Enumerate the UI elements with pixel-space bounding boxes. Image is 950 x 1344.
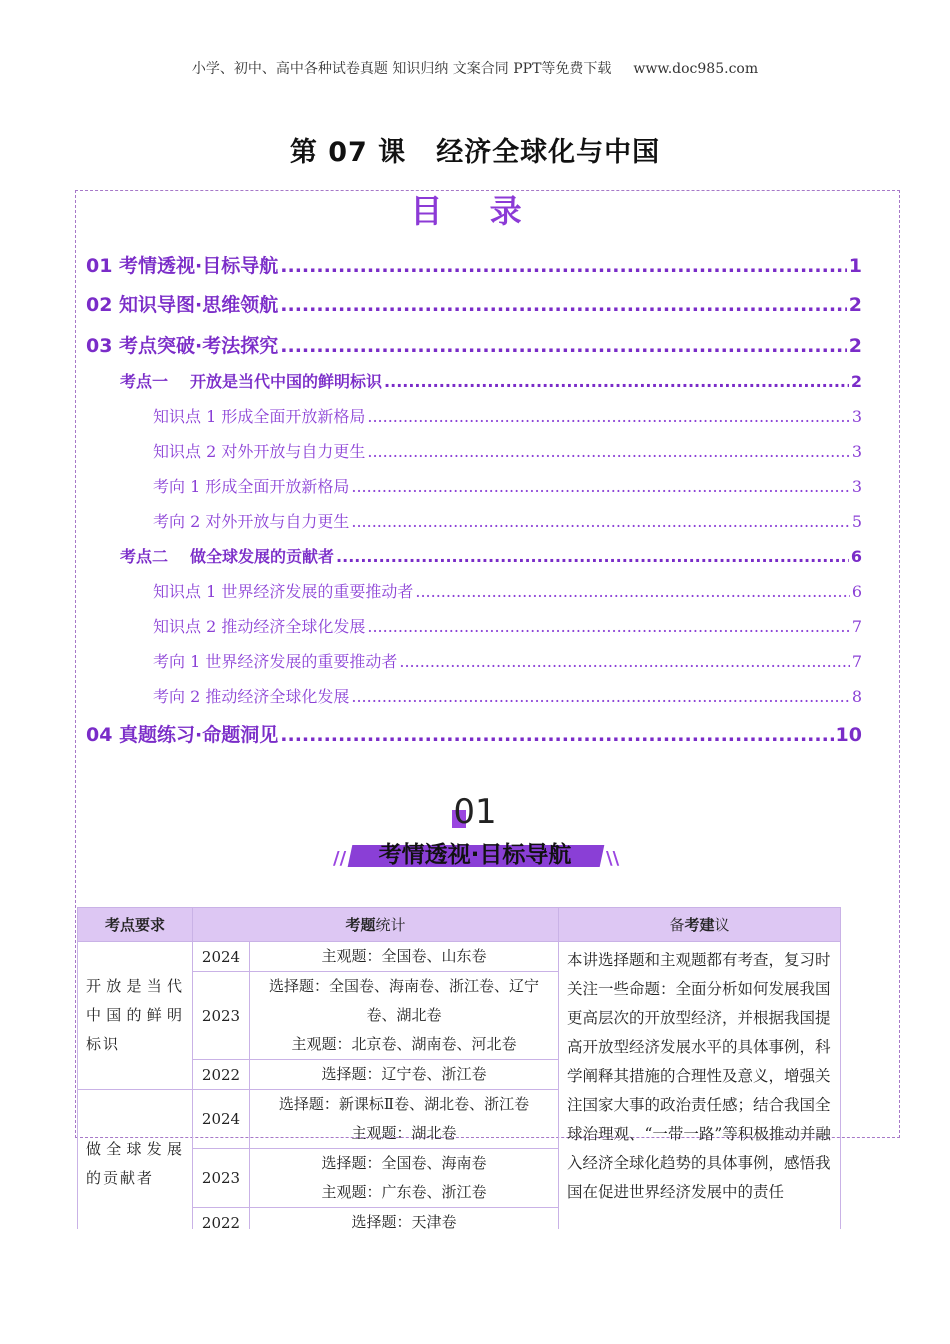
left-slash-decoration: // [333, 848, 347, 869]
topic-cell: 做全球发展的贡献者 [78, 1090, 193, 1230]
year-cell: 2022 [193, 1060, 250, 1090]
stat-cell [250, 1149, 559, 1208]
page-header [0, 58, 950, 78]
toc-leader-dots [367, 407, 849, 426]
stat-line: 选择题：新课标Ⅱ卷、湖北卷、浙江卷 [278, 1095, 530, 1113]
toc-item[interactable] [0, 579, 950, 602]
header-advice [559, 908, 841, 942]
toc-item-label: 04 真题练习·命题洞见 [86, 724, 279, 746]
toc-leader-dots [351, 477, 849, 496]
toc-item-label-prefix: 考点一 [120, 372, 169, 391]
header-requirements-text: 考点要求 [104, 916, 165, 934]
toc-item-label: 02 知识导图·思维领航 [86, 294, 279, 316]
toc-leader-dots [351, 512, 849, 531]
year-cell: 2023 [193, 1149, 250, 1208]
lesson-number: 第 07 课 [289, 137, 407, 168]
toc-leader-dots [415, 582, 849, 601]
toc-page-number: 6 [850, 547, 862, 566]
stat-cell [250, 1090, 559, 1149]
toc-item[interactable] [0, 509, 950, 532]
year-cell: 2024 [193, 942, 250, 972]
toc-heading: 目 录 [410, 192, 540, 230]
header-url[interactable]: www.doc985.com [633, 61, 759, 77]
header-tagline: 小学、初中、高中各种试卷真题 知识归纳 文案合同 PPT等免费下载 [191, 61, 612, 77]
toc-item[interactable] [0, 544, 950, 567]
toc-leader-dots [367, 617, 849, 636]
header-advice-part: 议 [714, 916, 730, 934]
toc-item[interactable] [0, 251, 950, 278]
toc-page-number: 2 [850, 372, 862, 391]
toc-item[interactable] [0, 614, 950, 637]
stat-line: 主观题：湖北卷 [351, 1124, 457, 1142]
table-row [78, 942, 841, 972]
toc-item-label [120, 369, 382, 392]
table-header-row [78, 908, 841, 942]
year-cell: 2022 [193, 1208, 250, 1230]
toc-page-number: 3 [851, 477, 862, 496]
toc-item-label-text: 开放是当代中国的鲜明标识 [190, 372, 383, 391]
toc-item-label [120, 544, 334, 567]
toc-leader-dots [280, 335, 846, 357]
toc-item[interactable] [0, 474, 950, 497]
lesson-title: 经济全球化与中国 [436, 137, 661, 168]
header-advice-part: 建 [699, 916, 715, 934]
stat-cell [250, 1208, 559, 1230]
toc-leader-dots [351, 687, 849, 706]
toc-item[interactable] [0, 720, 950, 747]
toc-leader-dots [384, 372, 849, 391]
section-number: 01 [453, 792, 497, 832]
stat-line: 主观题：全国卷、山东卷 [321, 947, 487, 965]
header-statistics [193, 908, 559, 942]
toc-item-label: 03 考点突破·考法探究 [86, 335, 279, 357]
toc-item[interactable] [0, 649, 950, 672]
stat-line: 选择题：辽宁卷、浙江卷 [321, 1065, 487, 1083]
toc-item-label: 考向 2 推动经济全球化发展 [153, 687, 350, 706]
advice-cell: 本讲选择题和主观题都有考查，复习时关注一些命题：全面分析如何发展我国更高层次的开放型经济，并根据我国提高开放型经济发展水平的具体事例，科学阐释其措施的合理性及意义，增强关注国家大事的政治责任感；结合我国全球治理观、“一带一路”等积极推动并融入经济全球化趋势的具体事例，感悟我国在促进世界经济发展中的责任 [559, 942, 841, 1230]
toc-page-number: 7 [851, 617, 862, 636]
toc-page-number: 8 [851, 687, 862, 706]
table-clip [77, 907, 841, 1229]
toc-leader-dots [280, 294, 846, 316]
toc-page-number: 2 [848, 335, 862, 357]
toc-item-label: 考向 1 形成全面开放新格局 [153, 477, 350, 496]
toc-page-number: 1 [848, 255, 862, 277]
right-slash-decoration: \\ [606, 848, 620, 869]
header-statistics-rest: 统计 [375, 916, 406, 934]
toc-leader-dots [367, 442, 849, 461]
topic-cell: 开放是当代中国的鲜明标识 [78, 942, 193, 1090]
toc-page-number: 6 [851, 582, 862, 601]
stat-line: 主观题：广东卷、浙江卷 [321, 1183, 487, 1201]
header-requirements [78, 908, 193, 942]
toc-item[interactable] [0, 684, 950, 707]
document-title [0, 130, 950, 169]
toc-leader-dots [280, 255, 846, 277]
header-statistics-bold: 考题 [345, 916, 376, 934]
toc-item[interactable] [0, 331, 950, 358]
header-advice-part: 备 [669, 916, 685, 934]
toc-item-label: 知识点 1 形成全面开放新格局 [153, 407, 366, 426]
stat-cell [250, 942, 559, 972]
toc-page-number: 5 [851, 512, 862, 531]
toc-leader-dots [336, 547, 849, 566]
toc-page-number: 2 [848, 294, 862, 316]
toc-item[interactable] [0, 404, 950, 427]
toc-page-number: 7 [851, 652, 862, 671]
toc-item-label: 01 考情透视·目标导航 [86, 255, 279, 277]
stat-cell [250, 1060, 559, 1090]
toc-item[interactable] [0, 439, 950, 462]
year-cell: 2023 [193, 972, 250, 1060]
toc-item-label-text: 做全球发展的贡献者 [190, 547, 335, 566]
toc-item-label: 知识点 2 推动经济全球化发展 [153, 617, 366, 636]
stat-line: 选择题：天津卷 [351, 1213, 457, 1229]
toc-item-label: 知识点 2 对外开放与自力更生 [153, 442, 366, 461]
section-title: 考情透视·目标导航 [378, 842, 572, 868]
toc-item-label-prefix: 考点二 [120, 547, 169, 566]
stat-line: 主观题：北京卷、湖南卷、河北卷 [291, 1035, 517, 1053]
toc-page-number: 3 [851, 442, 862, 461]
exam-requirements-table [77, 907, 841, 1229]
toc-item-label: 考向 1 世界经济发展的重要推动者 [153, 652, 398, 671]
toc-leader-dots [399, 652, 849, 671]
toc-page-number: 3 [851, 407, 862, 426]
year-cell: 2024 [193, 1090, 250, 1149]
toc-item-label: 知识点 1 世界经济发展的重要推动者 [153, 582, 414, 601]
toc-page-number: 10 [835, 724, 862, 746]
stat-line: 选择题：全国卷、海南卷、浙江卷、辽宁卷、湖北卷 [268, 977, 539, 1024]
stat-line: 选择题：全国卷、海南卷 [321, 1154, 487, 1172]
header-advice-part: 考 [684, 916, 700, 934]
toc-leader-dots [280, 724, 833, 746]
toc-item[interactable] [0, 290, 950, 317]
toc-item[interactable] [0, 369, 950, 392]
toc-item-label: 考向 2 对外开放与自力更生 [153, 512, 350, 531]
stat-cell [250, 972, 559, 1060]
